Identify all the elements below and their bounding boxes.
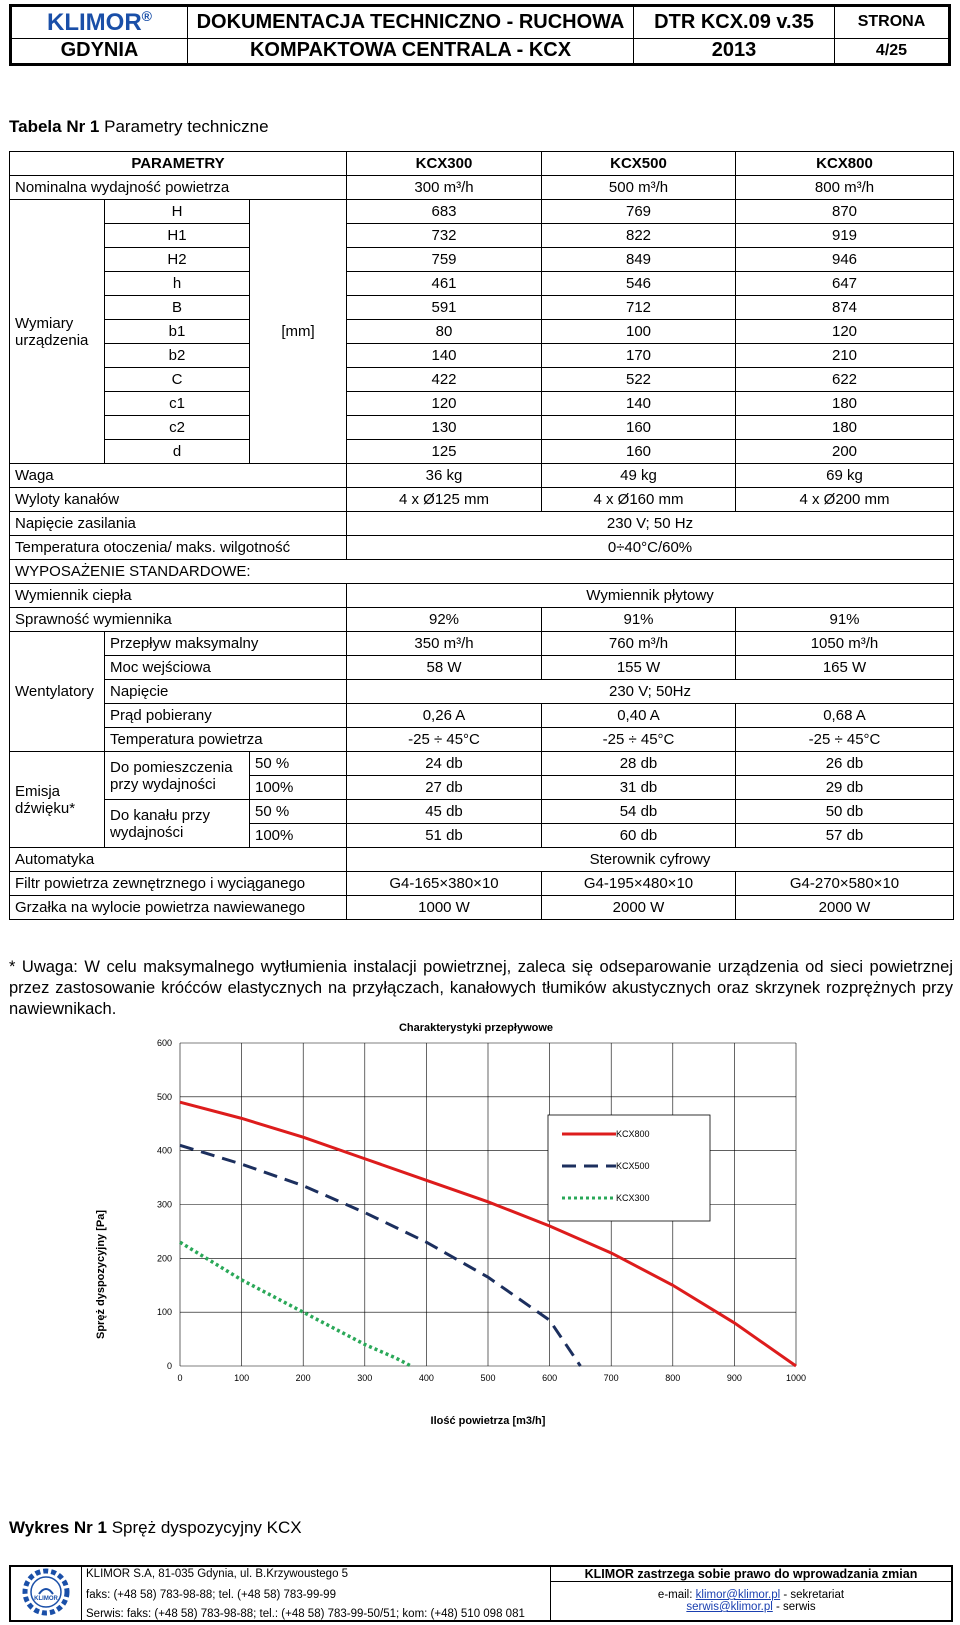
cell: 874: [736, 296, 954, 320]
y-tick-label: 200: [156, 1253, 172, 1264]
cell: 36 kg: [347, 464, 542, 488]
dim-name: H: [105, 200, 250, 224]
cell: 54 db: [542, 800, 736, 824]
chart-legend: [548, 1115, 710, 1221]
y-tick-label: 500: [156, 1091, 172, 1102]
cell: 0÷40°C/60%: [347, 536, 954, 560]
figure-caption: Wykres Nr 1 Spręż dyspozycyjny KCX: [9, 1518, 302, 1537]
x-tick-label: 700: [603, 1373, 619, 1383]
dim-name: b2: [105, 344, 250, 368]
dim-name: H2: [105, 248, 250, 272]
dim-name: c2: [105, 416, 250, 440]
cell: 350 m³/h: [347, 632, 542, 656]
noise-note: * Uwaga: W celu maksymalnego wytłumienia instalacji powietrznej, zaleca się odseparowanie urządzenia od sieci powietrznej przez zastosowanie króćców elastycznych na przyłączach, kanałowych tłumików akustycznych oraz skrzynek rozprężnych przy nawiewnikach.: [9, 958, 953, 1018]
cell: 769: [542, 200, 736, 224]
x-tick-label: 900: [726, 1373, 742, 1383]
cell: 91%: [542, 608, 736, 632]
svg-text:KLIMOR: KLIMOR: [34, 1596, 58, 1602]
brand-logo: KLIMOR®: [12, 7, 188, 39]
row-label: Napięcie: [105, 680, 347, 704]
row-label: Moc wejściowa: [105, 656, 347, 680]
cell: 120: [347, 392, 542, 416]
y-tick-label: 0: [166, 1361, 172, 1371]
noise-duct-label: Do kanału przy wydajności: [105, 800, 250, 848]
cell: 125: [347, 440, 542, 464]
page-number: 4/25: [835, 38, 949, 63]
row-label: Grzałka na wylocie powietrza nawiewanego: [10, 896, 347, 920]
cell: 26 db: [736, 752, 954, 776]
cell: 4 x Ø200 mm: [736, 488, 954, 512]
legend-label: KCX300: [616, 1193, 650, 1203]
dim-name: B: [105, 296, 250, 320]
x-tick-label: 400: [418, 1373, 434, 1383]
cell: -25 ÷ 45°C: [736, 728, 954, 752]
dims-unit: [mm]: [250, 200, 347, 464]
x-tick-label: 200: [295, 1373, 311, 1383]
dim-name: d: [105, 440, 250, 464]
legend-label: KCX800: [616, 1129, 650, 1139]
cell: 461: [347, 272, 542, 296]
gear-logo-icon: [19, 1567, 73, 1617]
cell: G4-270×580×10: [736, 872, 954, 896]
dim-name: H1: [105, 224, 250, 248]
footer-logo: [11, 1567, 82, 1621]
x-tick-label: 1000: [785, 1373, 807, 1383]
y-tick-label: 400: [156, 1145, 172, 1156]
cell: 522: [542, 368, 736, 392]
row-label: Prąd pobierany: [105, 704, 347, 728]
fans-group-label: Wentylatory: [10, 632, 105, 752]
cell: 45 db: [347, 800, 542, 824]
percent-cell: 100%: [250, 824, 347, 848]
cell: 80: [347, 320, 542, 344]
chart-title: Charakterystyki przepływowe: [398, 1022, 554, 1034]
cell: 120: [736, 320, 954, 344]
cell: 160: [542, 440, 736, 464]
y-axis-label: Spręż dyspozycyjny [Pa]: [95, 1210, 107, 1339]
cell: 0,26 A: [347, 704, 542, 728]
cell: 92%: [347, 608, 542, 632]
dim-name: C: [105, 368, 250, 392]
equipment-header: WYPOSAŻENIE STANDARDOWE:: [10, 560, 954, 584]
cell: 732: [347, 224, 542, 248]
page-label: STRONA: [835, 7, 949, 39]
cell: 140: [347, 344, 542, 368]
footer-emails: e-mail: klimor@klimor.pl - sekretariat serwis@klimor.pl - serwis: [551, 1582, 952, 1621]
cell: 50 db: [736, 800, 954, 824]
row-label: Wymiennik ciepła: [10, 584, 347, 608]
model-header: KCX800: [736, 152, 954, 176]
cell: -25 ÷ 45°C: [347, 728, 542, 752]
percent-cell: 50 %: [250, 752, 347, 776]
cell: 2000 W: [736, 896, 954, 920]
dim-name: c1: [105, 392, 250, 416]
cell: 60 db: [542, 824, 736, 848]
spec-table: [9, 151, 954, 920]
cell: 140: [542, 392, 736, 416]
cell: 29 db: [736, 776, 954, 800]
x-tick-label: 500: [480, 1373, 496, 1383]
cell: 712: [542, 296, 736, 320]
row-label: Sprawność wymiennika: [10, 608, 347, 632]
cell: 170: [542, 344, 736, 368]
cell: 230 V; 50Hz: [347, 680, 954, 704]
footer-fax: faks: (+48 58) 783-98-88; tel. (+48 58) 783-99-99: [82, 1582, 551, 1608]
row-label: Przepływ maksymalny: [105, 632, 347, 656]
city: GDYNIA: [12, 38, 188, 63]
model-header: KCX300: [347, 152, 542, 176]
cell: 31 db: [542, 776, 736, 800]
cell: 57 db: [736, 824, 954, 848]
table-caption: Tabela Nr 1 Parametry techniczne: [9, 117, 269, 136]
row-label: Wyloty kanałów: [10, 488, 347, 512]
doc-title: DOKUMENTACJA TECHNICZNO - RUCHOWA: [188, 7, 634, 39]
series-line-kcx300: [180, 1242, 411, 1366]
x-axis-label: Ilość powietrza [m3/h]: [430, 1415, 546, 1427]
y-tick-label: 100: [156, 1307, 172, 1318]
cell: 69 kg: [736, 464, 954, 488]
cell: 200: [736, 440, 954, 464]
cell: 165 W: [736, 656, 954, 680]
cell: 100: [542, 320, 736, 344]
cell: 4 x Ø125 mm: [347, 488, 542, 512]
cell: 27 db: [347, 776, 542, 800]
legend-label: KCX500: [616, 1161, 650, 1171]
cell: 683: [347, 200, 542, 224]
row-label: Waga: [10, 464, 347, 488]
cell: 51 db: [347, 824, 542, 848]
noise-group-label: Emisja dźwięku*: [10, 752, 105, 848]
cell: 155 W: [542, 656, 736, 680]
x-tick-label: 0: [177, 1373, 183, 1383]
cell: 49 kg: [542, 464, 736, 488]
cell: 230 V; 50 Hz: [347, 512, 954, 536]
cell: 759: [347, 248, 542, 272]
cell: 180: [736, 416, 954, 440]
cell: 91%: [736, 608, 954, 632]
dim-name: b1: [105, 320, 250, 344]
cell: Wymiennik płytowy: [347, 584, 954, 608]
cell: 210: [736, 344, 954, 368]
cell: 0,40 A: [542, 704, 736, 728]
cell: 58 W: [347, 656, 542, 680]
cell: 760 m³/h: [542, 632, 736, 656]
cell: 4 x Ø160 mm: [542, 488, 736, 512]
flow-chart: [0, 1022, 960, 1480]
percent-cell: 50 %: [250, 800, 347, 824]
cell: 130: [347, 416, 542, 440]
row-label: Temperatura powietrza: [105, 728, 347, 752]
cell: 422: [347, 368, 542, 392]
cell: G4-165×380×10: [347, 872, 542, 896]
cell: 822: [542, 224, 736, 248]
cell: 2000 W: [542, 896, 736, 920]
cell: 0,68 A: [736, 704, 954, 728]
dims-group-label: Wymiary urządzenia: [10, 200, 105, 464]
y-tick-label: 600: [156, 1038, 172, 1048]
cell: Sterownik cyfrowy: [347, 848, 954, 872]
params-header: PARAMETRY: [10, 152, 347, 176]
cell: 647: [736, 272, 954, 296]
row-label: Temperatura otoczenia/ maks. wilgotność: [10, 536, 347, 560]
doc-year: 2013: [634, 38, 835, 63]
dim-name: h: [105, 272, 250, 296]
cell: 1000 W: [347, 896, 542, 920]
model-header: KCX500: [542, 152, 736, 176]
cell: 622: [736, 368, 954, 392]
cell: 1050 m³/h: [736, 632, 954, 656]
row-label: Napięcie zasilania: [10, 512, 347, 536]
footer-rights: KLIMOR zastrzega sobie prawo do wprowadzania zmian: [551, 1567, 952, 1582]
cell: 24 db: [347, 752, 542, 776]
email-link-office[interactable]: klimor@klimor.pl: [695, 1589, 781, 1601]
row-label: Nominalna wydajność powietrza: [10, 176, 347, 200]
cell: 800 m³/h: [736, 176, 954, 200]
x-tick-label: 800: [665, 1373, 681, 1383]
row-label: Filtr powietrza zewnętrznego i wyciąganego: [10, 872, 347, 896]
cell: 870: [736, 200, 954, 224]
x-tick-label: 300: [357, 1373, 373, 1383]
cell: -25 ÷ 45°C: [542, 728, 736, 752]
cell: 160: [542, 416, 736, 440]
cell: 500 m³/h: [542, 176, 736, 200]
noise-room-label: Do pomieszczenia przy wydajności: [105, 752, 250, 800]
cell: 591: [347, 296, 542, 320]
cell: 546: [542, 272, 736, 296]
doc-code: DTR KCX.09 v.35: [634, 7, 835, 39]
x-tick-label: 100: [234, 1373, 250, 1383]
cell: 180: [736, 392, 954, 416]
cell: G4-195×480×10: [542, 872, 736, 896]
row-label: Automatyka: [10, 848, 347, 872]
document-header: [9, 4, 951, 66]
cell: 28 db: [542, 752, 736, 776]
page-footer: [9, 1565, 953, 1622]
cell: 919: [736, 224, 954, 248]
y-tick-label: 300: [156, 1199, 172, 1210]
percent-cell: 100%: [250, 776, 347, 800]
footer-company: KLIMOR S.A, 81-035 Gdynia, ul. B.Krzywoustego 5: [82, 1567, 551, 1582]
product-name: KOMPAKTOWA CENTRALA - KCX: [188, 38, 634, 63]
cell: 300 m³/h: [347, 176, 542, 200]
email-link-service[interactable]: serwis@klimor.pl: [686, 1601, 773, 1613]
footer-service: Serwis: faks: (+48 58) 783-98-88; tel.: (+48 58) 783-99-50/51; kom: (+48) 510 098 081: [82, 1608, 551, 1621]
cell: 849: [542, 248, 736, 272]
chart-plot-area: [95, 1022, 806, 1427]
x-tick-label: 600: [542, 1373, 558, 1383]
cell: 946: [736, 248, 954, 272]
series-line-kcx500: [180, 1145, 580, 1366]
